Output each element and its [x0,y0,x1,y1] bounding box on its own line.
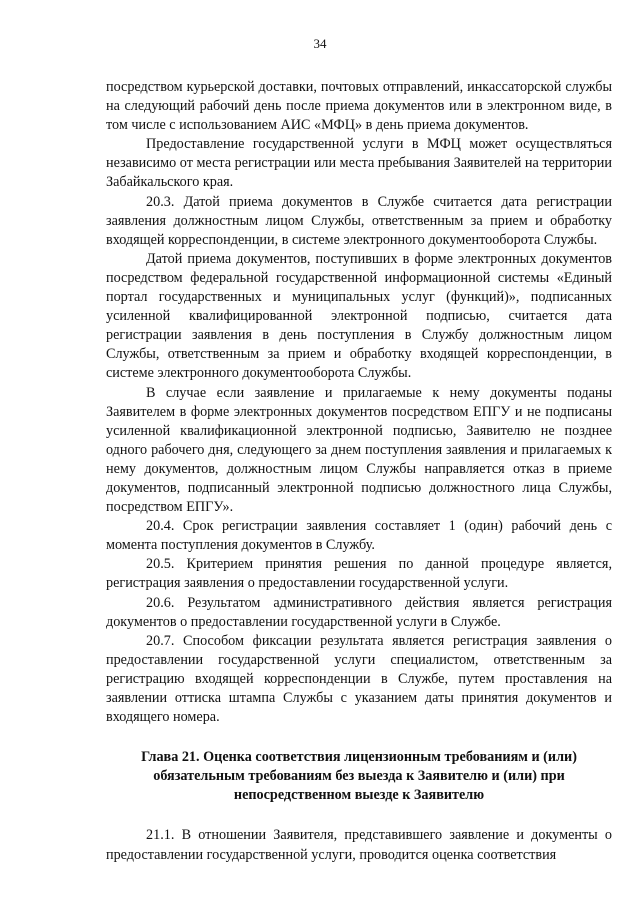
paragraph-20-6: 20.6. Результатом административного действия является регистрация документов о предоставлении государственной услуги в Службе. [106,594,612,630]
paragraph-20-3: 20.3. Датой приема документов в Службе считается дата регистрации заявления должностным лицом Службы, ответственным за прием и обработку входящей корреспонденции, в системе электронного документооборота Службы. [106,193,612,248]
paragraph-mfc-territory: Предоставление государственной услуги в МФЦ может осуществляться независимо от места регистрации или места пребывания Заявителей на территории Забайкальского края. [106,136,612,191]
chapter-21-heading: Глава 21. Оценка соответствия лицензионным требованиям и (или) обязательным требованиям без выезда к Заявителю и (или) при непосредственном выезде к Заявителю [141,749,577,804]
paragraph-20-4: 20.4. Срок регистрации заявления составляет 1 (один) рабочий день с момента поступления документов в Службу. [106,518,612,554]
paragraph-20-7: 20.7. Способом фиксации результата является регистрация заявления о предоставлении государственной услуги специалистом, ответственным за регистрацию входящей корреспонденции в Службе, путем проставления на заявлении оттиска штампа Службы с указанием даты принятия документов и входящего номера. [106,632,612,726]
paragraph-21-1: 21.1. В отношении Заявителя, представившего заявление и документы о предоставлении государственной услуги, проводится оценка соответствия [106,827,612,863]
paragraph-20-5: 20.5. Критерием принятия решения по данной процедуре является, регистрация заявления о предоставлении государственной услуги. [106,556,612,592]
paragraph-electronic-receipt: Датой приема документов, поступивших в форме электронных документов посредством федеральной государственной информационной системы «Единый портал государственных и муниципальных услуг (функций)», подписанных усиленной квалифицированной электронной подписью, считается дата регистрации заявления в день поступления в Службу должностным лицом Службы, ответственным за прием и обработку входящей корреспонденции, в системе электронного документооборота Службы. [106,250,612,382]
paragraph-continuation: посредством курьерской доставки, почтовых отправлений, инкассаторской службы на следующий рабочий день после приема документов или в электронном виде, в том числе с использованием АИС «МФЦ» в день приема документов. [106,79,612,134]
page-number: 34 [313,36,327,51]
document-body [106,78,612,865]
paragraph-refusal-epgu: В случае если заявление и прилагаемые к нему документы поданы Заявителем в форме электронных документов посредством ЕПГУ и не подписаны усиленной квалификационной электронной подписью, Заявителю не позднее одного рабочего дня, следующего за днем поступления заявления и прилагаемых к нему документов, должностным лицом Службы направляется отказ в приеме документов, подписанный электронной подписью должностного лица Службы, посредством ЕПГУ». [106,384,612,516]
